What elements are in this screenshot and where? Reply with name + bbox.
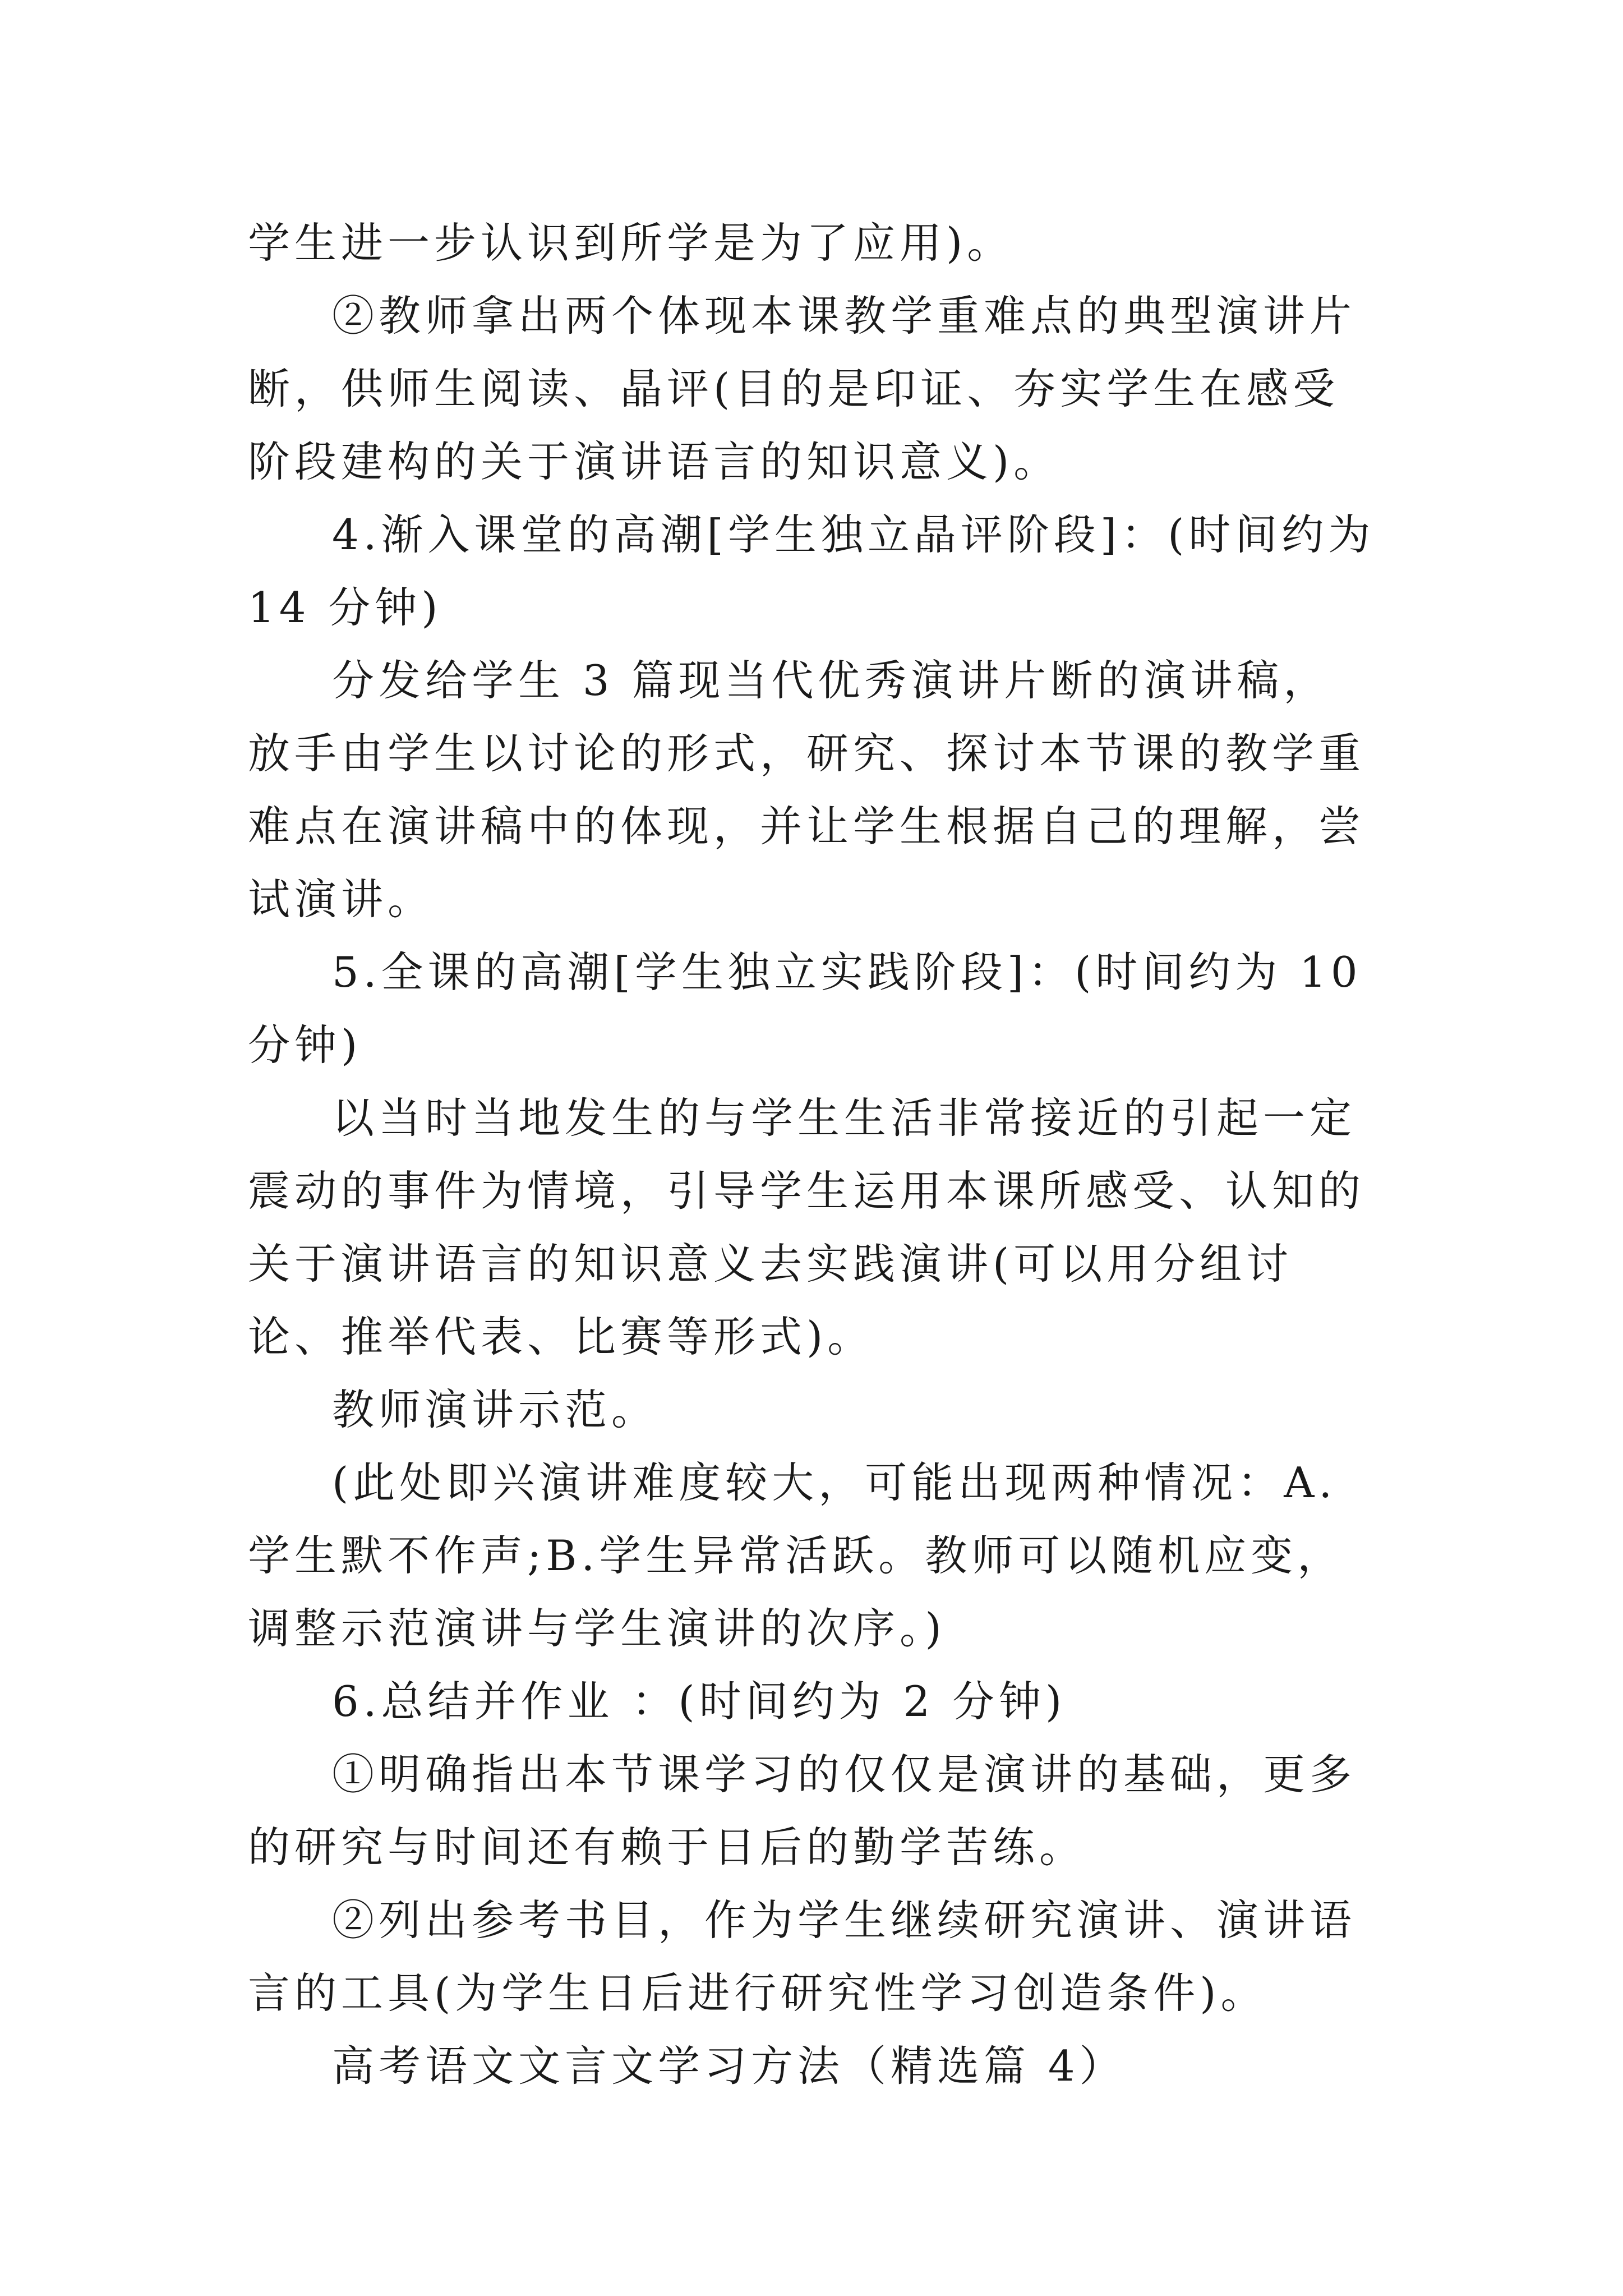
section-heading: 5.全课的高潮[学生独立实践阶段]：(时间约为 10 分钟) [248, 947, 1362, 1070]
section-heading: 6.总结并作业 ：(时间约为 2 分钟) [332, 1677, 1067, 1726]
paragraph: 学生进一步认识到所学是为了应用)。 [248, 218, 1014, 268]
paragraph: ②教师拿出两个体现本课教学重难点的典型演讲片断，供师生阅读、晶评(目的是印证、夯实学生在感受阶段建构的关于演讲语言的知识意义)。 [248, 291, 1357, 486]
paragraph: ①明确指出本节课学习的仅仅是演讲的基础，更多的研究与时间还有赖于日后的勤学苦练。 [248, 1750, 1357, 1872]
section-heading: 4.渐入课堂的高潮[学生独立晶评阶段]：(时间约为 14 分钟) [248, 510, 1375, 632]
document-body [248, 206, 1375, 2102]
paragraph: 教师演讲示范。 [332, 1385, 658, 1434]
paragraph: (此处即兴演讲难度较大，可能出现两种情况：A.学生默不作声;B.学生异常活跃。教师可以随机应变，调整示范演讲与学生演讲的次序。) [248, 1458, 1344, 1653]
article-title: 高考语文文言文学习方法（精选篇 4） [332, 2041, 1126, 2091]
paragraph: 以当时当地发生的与学生生活非常接近的引起一定震动的事件为情境，引导学生运用本课所感受、认知的关于演讲语言的知识意义去实践演讲(可以用分组讨论、推举代表、比赛等形式)。 [248, 1093, 1366, 1361]
paragraph: 分发给学生 3 篇现当代优秀演讲片断的演讲稿，放手由学生以讨论的形式，研究、探讨本节课的教学重难点在演讲稿中的体现，并让学生根据自己的理解，尝试演讲。 [248, 656, 1366, 924]
paragraph: ②列出参考书目，作为学生继续研究演讲、演讲语言的工具(为学生日后进行研究性学习创造条件)。 [248, 1895, 1357, 2018]
